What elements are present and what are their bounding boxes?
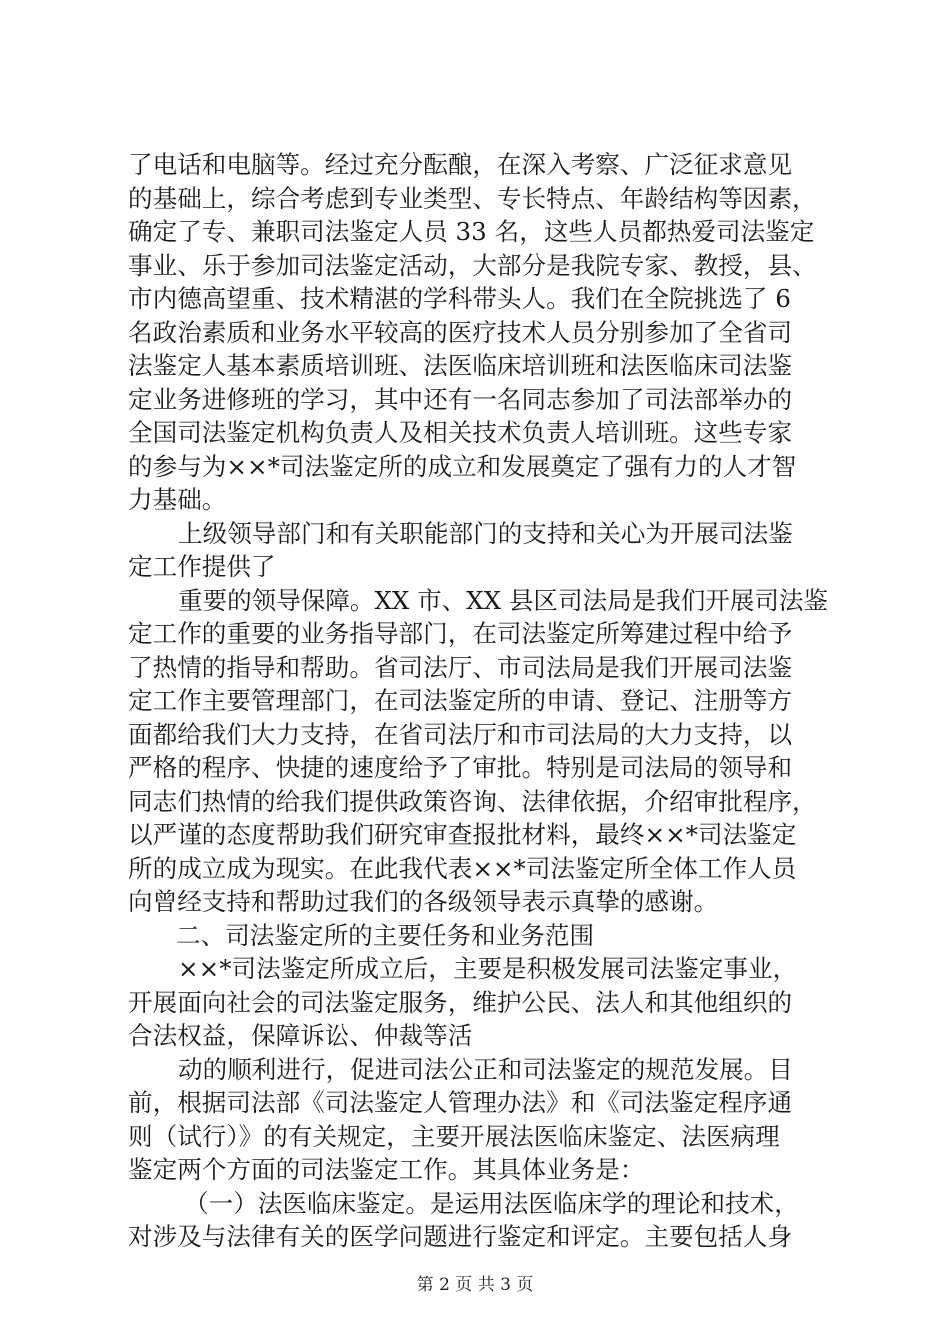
text-line: 对涉及与法律有关的医学问题进行鉴定和评定。主要包括人身 — [128, 1222, 793, 1251]
text-line: 定工作提供了 — [128, 552, 276, 581]
text-line: 的基础上，综合考虑到专业类型、专长特点、年龄结构等因素， — [128, 183, 817, 213]
text-line: 的参与为××*司法鉴定所的成立和发展奠定了强有力的人才智 — [128, 451, 797, 481]
text-line: 鉴定两个方面的司法鉴定工作。其具体业务是： — [128, 1155, 645, 1184]
text-line: （一）法医临床鉴定。是运用法医临床学的理论和技术， — [184, 1188, 799, 1218]
text-line: 定工作的重要的业务指导部门，在司法鉴定所筹建过程中给予 — [128, 619, 793, 648]
text-line: 严格的程序、快捷的速度给予了审批。特别是司法局的领导和 — [128, 753, 793, 782]
text-line: 向曾经支持和帮助过我们的各级领导表示真挚的感谢。 — [128, 887, 719, 916]
text-line: ××*司法鉴定所成立后，主要是积极发展司法鉴定事业， — [178, 954, 798, 983]
text-line: 则（试行）》的有关规定，主要开展法医临床鉴定、法医病理 — [128, 1121, 780, 1151]
text-line: 合法权益，保障诉讼、仲裁等活 — [128, 1021, 473, 1050]
text-line: 动的顺利进行，促进司法公正和司法鉴定的规范发展。目 — [178, 1054, 793, 1084]
text-line: 二、司法鉴定所的主要任务和业务范围 — [176, 920, 595, 950]
text-line: 所的成立成为现实。在此我代表××*司法鉴定所全体工作人员 — [128, 853, 797, 883]
text-line: 法鉴定人基本素质培训班、法医临床培训班和法医临床司法鉴 — [128, 351, 793, 380]
text-line: 重要的领导保障。XX 市、XX 县区司法局是我们开展司法鉴 — [178, 585, 828, 615]
text-line: 定业务进修班的学习，其中还有一名同志参加了司法部举办的 — [128, 384, 793, 414]
text-line: 同志们热情的给我们提供政策咨询、法律依据，介绍审批程序， — [128, 786, 817, 816]
text-line: 确定了专、兼职司法鉴定人员 33 名，这些人员都热爱司法鉴定 — [128, 217, 815, 246]
text-line: 上级领导部门和有关职能部门的支持和关心为开展司法鉴 — [178, 518, 793, 548]
text-line: 名政治素质和业务水平较高的医疗技术人员分别参加了全省司 — [128, 317, 793, 347]
text-line: 市内德高望重、技术精湛的学科带头人。我们在全院挑选了 6 — [128, 284, 791, 313]
text-line: 定工作主要管理部门，在司法鉴定所的申请、登记、注册等方 — [128, 686, 793, 715]
text-line: 全国司法鉴定机构负责人及相关技术负责人培训班。这些专家 — [128, 418, 793, 447]
text-line: 事业、乐于参加司法鉴定活动，大部分是我院专家、教授，县、 — [128, 250, 817, 280]
text-line: 力基础。 — [128, 485, 227, 514]
text-line: 开展面向社会的司法鉴定服务，维护公民、法人和其他组织的 — [128, 987, 793, 1017]
text-line: 面都给我们大力支持，在省司法厅和市司法局的大力支持，以 — [128, 719, 793, 749]
text-line: 前，根据司法部《司法鉴定人管理办法》和《司法鉴定程序通 — [128, 1088, 793, 1117]
text-line: 了电话和电脑等。经过充分酝酿，在深入考察、广泛征求意见 — [128, 150, 793, 179]
page-footer: 第 2 页 共 3 页 — [416, 1275, 534, 1295]
document-body — [128, 148, 828, 1254]
text-line: 以严谨的态度帮助我们研究审查报批材料，最终××*司法鉴定 — [128, 820, 797, 849]
text-line: 了热情的指导和帮助。省司法厅、市司法局是我们开展司法鉴 — [128, 652, 793, 682]
